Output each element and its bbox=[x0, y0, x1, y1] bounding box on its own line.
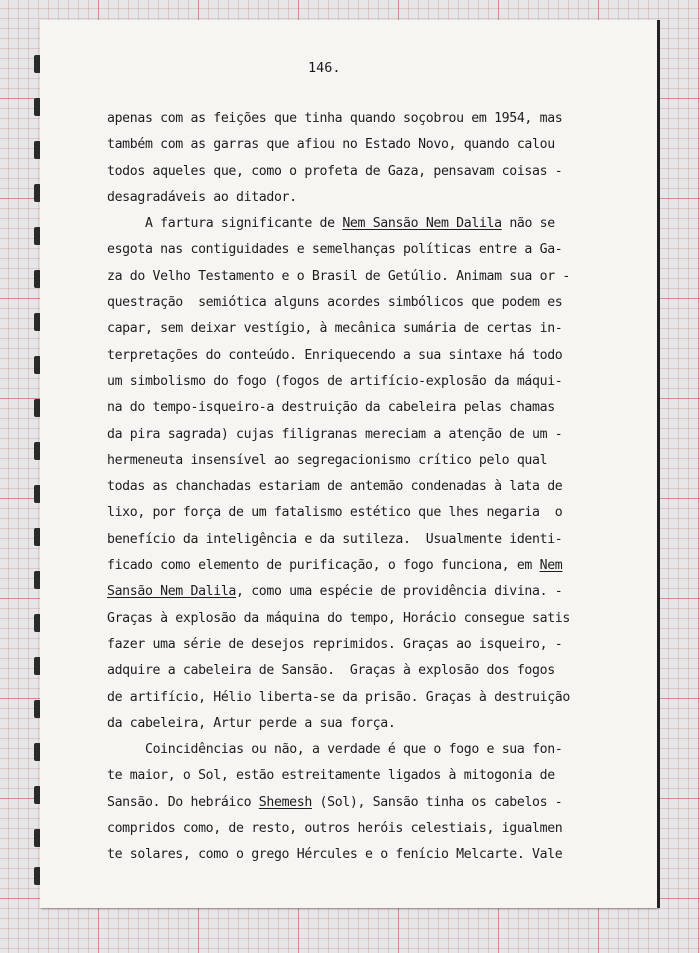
text-segment: lixo, por força de um fatalismo estético que lhes negaria o bbox=[107, 505, 563, 521]
text-segment: , como uma espécie de providência divina. - bbox=[236, 584, 563, 600]
underlined-title: Shemesh bbox=[258, 794, 312, 810]
text-line bbox=[107, 737, 647, 763]
text-line bbox=[107, 632, 647, 658]
text-segment: te maior, o Sol, estão estreitamente ligados à mitogonia de bbox=[107, 768, 555, 784]
text-line bbox=[107, 685, 647, 711]
text-line bbox=[107, 658, 647, 684]
text-line bbox=[107, 290, 647, 316]
text-line bbox=[107, 579, 647, 605]
underlined-title: Nem bbox=[539, 558, 563, 574]
page-number: 146. bbox=[308, 60, 341, 76]
text-segment: não se bbox=[501, 216, 555, 232]
text-segment: Coincidências ou não, a verdade é que o fogo e sua fon- bbox=[145, 742, 563, 758]
text-line bbox=[107, 422, 647, 448]
text-line bbox=[107, 500, 647, 526]
text-line bbox=[107, 606, 647, 632]
text-segment: za do Velho Testamento e o Brasil de Getúlio. Animam sua or - bbox=[107, 268, 570, 284]
text-line bbox=[107, 159, 647, 185]
text-line bbox=[107, 842, 647, 868]
text-segment: capar, sem deixar vestígio, à mecânica sumária de certas in- bbox=[107, 321, 563, 337]
text-segment: adquire a cabeleira de Sansão. Graças à explosão dos fogos bbox=[107, 663, 555, 679]
text-line bbox=[107, 395, 647, 421]
text-line bbox=[107, 553, 647, 579]
text-segment: compridos como, de resto, outros heróis celestiais, igualmen bbox=[107, 821, 563, 837]
text-line bbox=[107, 185, 647, 211]
text-line bbox=[107, 343, 647, 369]
text-line bbox=[107, 448, 647, 474]
text-segment: Sansão. Do hebráico bbox=[107, 794, 259, 810]
text-line bbox=[107, 106, 647, 132]
text-segment: também com as garras que afiou no Estado Novo, quando calou bbox=[107, 137, 555, 153]
text-segment: de artifício, Hélio liberta-se da prisão. Graças à destruição bbox=[107, 689, 570, 705]
text-line bbox=[107, 237, 647, 263]
text-segment: desagradáveis ao ditador. bbox=[107, 189, 297, 205]
text-line bbox=[107, 264, 647, 290]
text-segment: todos aqueles que, como o profeta de Gaza, pensavam coisas - bbox=[107, 163, 563, 179]
text-line bbox=[107, 790, 647, 816]
text-segment: A fartura significante de bbox=[145, 216, 343, 232]
text-line bbox=[107, 527, 647, 553]
text-segment: todas as chanchadas estariam de antemão condenadas à lata de bbox=[107, 479, 563, 495]
underlined-title: Sansão Nem Dalila bbox=[107, 584, 237, 600]
text-segment: benefício da inteligência e da sutileza. Usualmente identi- bbox=[107, 531, 563, 547]
text-segment: terpretações do conteúdo. Enriquecendo a sua sintaxe há todo bbox=[107, 347, 563, 363]
text-line bbox=[107, 316, 647, 342]
text-line bbox=[107, 711, 647, 737]
text-segment: ficado como elemento de purificação, o fogo funciona, em bbox=[107, 558, 540, 574]
text-segment: esgota nas contiguidades e semelhanças políticas entre a Ga- bbox=[107, 242, 563, 258]
text-segment: da pira sagrada) cujas filigranas mereciam a atenção de um - bbox=[107, 426, 563, 442]
text-segment: da cabeleira, Artur perde a sua força. bbox=[107, 715, 396, 731]
text-segment: apenas com as feições que tinha quando soçobrou em 1954, mas bbox=[107, 111, 563, 126]
text-segment: questração semiótica alguns acordes simbólicos que podem es bbox=[107, 295, 563, 311]
text-line bbox=[107, 474, 647, 500]
body-text bbox=[107, 106, 647, 869]
text-segment: (Sol), Sansão tinha os cabelos - bbox=[311, 794, 563, 810]
text-line bbox=[107, 816, 647, 842]
text-segment: fazer uma série de desejos reprimidos. Graças ao isqueiro, - bbox=[107, 636, 563, 652]
underlined-title: Nem Sansão Nem Dalila bbox=[342, 216, 502, 232]
text-segment: um simbolismo do fogo (fogos de artifício-explosão da máqui- bbox=[107, 373, 563, 389]
text-segment: Graças à explosão da máquina do tempo, Horácio consegue satis bbox=[107, 610, 570, 626]
text-segment: hermeneuta insensível ao segregacionismo crítico pelo qual bbox=[107, 452, 548, 468]
text-line bbox=[107, 211, 647, 237]
text-segment: te solares, como o grego Hércules e o fenício Melcarte. Vale bbox=[107, 847, 563, 863]
text-line bbox=[107, 369, 647, 395]
text-line bbox=[107, 763, 647, 789]
text-segment: na do tempo-isqueiro-a destruição da cabeleira pelas chamas bbox=[107, 400, 555, 416]
document-page bbox=[40, 20, 657, 908]
text-line bbox=[107, 132, 647, 158]
